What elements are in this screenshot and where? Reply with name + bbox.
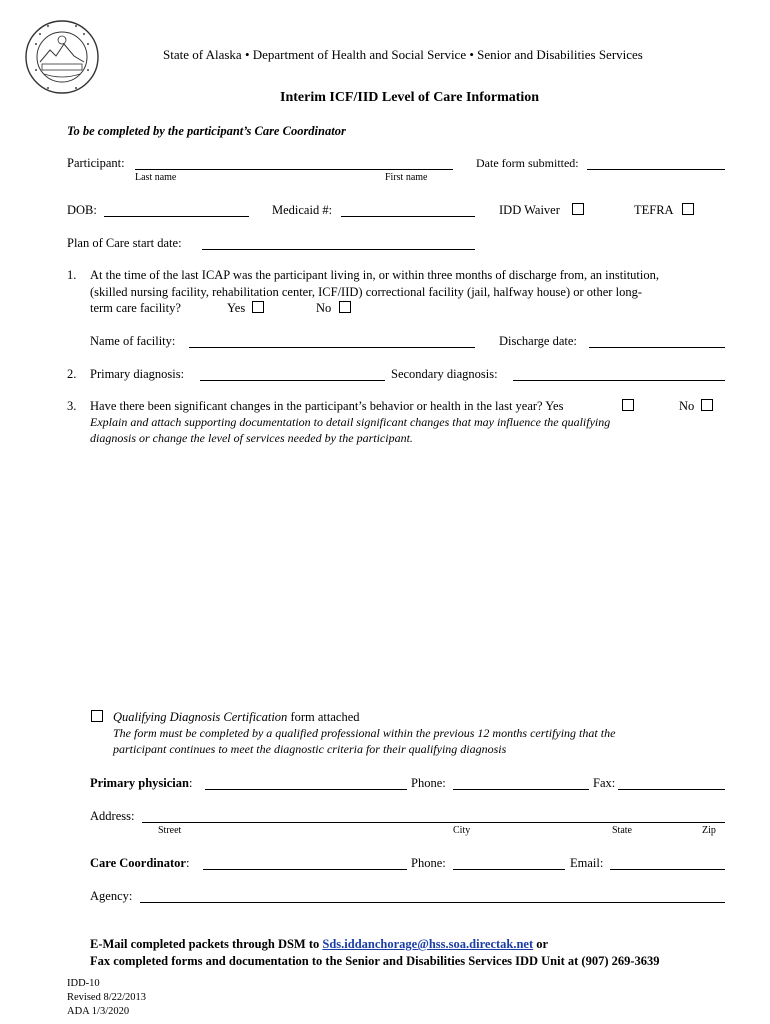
q3-yes-checkbox[interactable] [622, 399, 634, 411]
facility-label: Name of facility: [90, 334, 176, 348]
discharge-field[interactable] [589, 347, 725, 348]
tefra-label: TEFRA [634, 203, 674, 217]
revised-date: Revised 8/22/2013 [67, 992, 147, 1003]
facility-field[interactable] [189, 347, 475, 348]
last-name-caption: Last name [135, 172, 177, 183]
idd-waiver-label: IDD Waiver [499, 203, 560, 217]
medicaid-field[interactable] [341, 216, 475, 217]
street-caption: Street [158, 825, 182, 836]
q3-explain-line-1: Explain and attach supporting documentation to detail significant changes that may influence the qualifying [90, 415, 611, 429]
physician-fax-field[interactable] [618, 789, 725, 790]
date-submitted-label: Date form submitted: [476, 156, 579, 170]
physician-label: Primary physician [90, 776, 189, 790]
first-name-caption: First name [385, 172, 428, 183]
physician-fax-label: Fax: [593, 776, 616, 790]
discharge-label: Discharge date: [499, 334, 577, 348]
participant-name-field[interactable] [135, 169, 453, 170]
address-field[interactable] [142, 822, 725, 823]
city-caption: City [453, 825, 471, 836]
care-coordinator-phone-label: Phone: [411, 856, 446, 870]
tefra-checkbox[interactable] [682, 203, 694, 215]
q3-no-label: No [679, 399, 695, 413]
secondary-diagnosis-field[interactable] [513, 380, 725, 381]
physician-label-wrap [90, 776, 192, 791]
q3-question: Have there been significant changes in the participant’s behavior or health in the last year? Yes [90, 399, 564, 413]
q1-no-label: No [316, 301, 332, 315]
email-suffix: or [533, 937, 549, 951]
physician-colon: : [188, 776, 193, 790]
form-title: Interim ICF/IID Level of Care Information [280, 90, 540, 105]
email-prefix: E-Mail completed packets through DSM to [90, 937, 323, 951]
date-submitted-field[interactable] [587, 169, 725, 170]
state-seal-icon [24, 14, 100, 100]
q3-explain-line-2: diagnosis or change the level of services needed by the participant. [90, 431, 413, 445]
physician-phone-label: Phone: [411, 776, 446, 790]
q2-number: 2. [67, 367, 77, 381]
physician-field[interactable] [205, 789, 407, 790]
q1-yes-label: Yes [227, 301, 246, 315]
care-coordinator-email-label: Email: [570, 856, 604, 870]
agency-label: Agency: [90, 889, 133, 903]
care-coordinator-label-wrap [90, 856, 189, 871]
idd-waiver-checkbox[interactable] [572, 203, 584, 215]
fax-instruction: Fax completed forms and documentation to the Senior and Disabilities Services IDD Unit at (907) 269-3639 [90, 954, 660, 968]
form-id: IDD-10 [67, 978, 100, 989]
q3-no-checkbox[interactable] [701, 399, 713, 411]
care-coordinator-label: Care Coordinator [90, 856, 186, 870]
email-instruction [90, 937, 548, 952]
q1-line-2: (skilled nursing facility, rehabilitation center, ICF/IID) correctional facility (jail, halfway house) or other long- [90, 285, 642, 299]
state-caption: State [612, 825, 632, 836]
dob-field[interactable] [104, 216, 249, 217]
secondary-diagnosis-label: Secondary diagnosis: [391, 367, 498, 381]
ada-date: ADA 1/3/2020 [67, 1006, 130, 1017]
care-coordinator-field[interactable] [203, 869, 407, 870]
certification-title-rest: form attached [287, 710, 360, 724]
care-coordinator-colon: : [185, 856, 190, 870]
plan-of-care-label: Plan of Care start date: [67, 236, 182, 250]
q1-yes-checkbox[interactable] [252, 301, 264, 313]
plan-of-care-field[interactable] [202, 249, 475, 250]
primary-diagnosis-field[interactable] [200, 380, 385, 381]
care-coordinator-phone-field[interactable] [453, 869, 565, 870]
certification-title-italic: Qualifying Diagnosis Certification [113, 710, 288, 724]
participant-label: Participant: [67, 156, 125, 170]
q1-number: 1. [67, 268, 77, 282]
certification-checkbox[interactable] [91, 710, 103, 722]
q1-line-1: At the time of the last ICAP was the participant living in, or within three months of discharge from, an institution, [90, 268, 660, 282]
q1-no-checkbox[interactable] [339, 301, 351, 313]
q1-line-3: term care facility? [90, 301, 181, 315]
zip-caption: Zip [702, 825, 716, 836]
agency-line: State of Alaska • Department of Health and Social Service • Senior and Disabilities Services [163, 47, 643, 62]
instruction: To be completed by the participant’s Care Coordinator [67, 124, 346, 138]
medicaid-label: Medicaid #: [272, 203, 333, 217]
primary-diagnosis-label: Primary diagnosis: [90, 367, 185, 381]
certification-note-1: The form must be completed by a qualified professional within the previous 12 months certifying that the [113, 726, 616, 740]
physician-phone-field[interactable] [453, 789, 589, 790]
dob-label: DOB: [67, 203, 97, 217]
certification-title [113, 710, 360, 725]
q3-number: 3. [67, 399, 77, 413]
agency-field[interactable] [140, 902, 725, 903]
certification-note-2: participant continues to meet the diagnostic criteria for their qualifying diagnosis [113, 742, 507, 756]
email-link[interactable]: Sds.iddanchorage@hss.soa.directak.net [322, 937, 534, 951]
care-coordinator-email-field[interactable] [610, 869, 725, 870]
q3-explanation-area[interactable] [90, 452, 725, 697]
address-label: Address: [90, 809, 135, 823]
